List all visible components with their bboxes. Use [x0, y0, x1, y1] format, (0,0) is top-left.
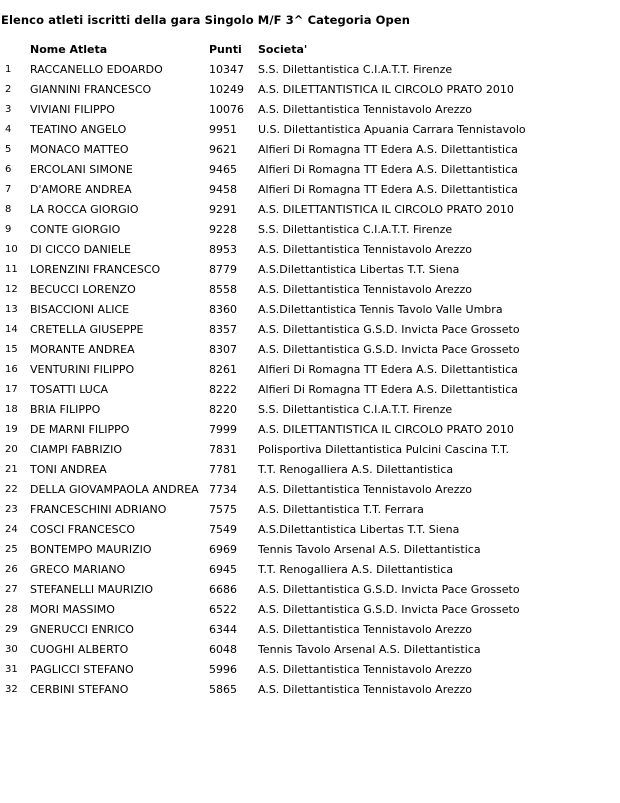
row-number: 9 — [5, 224, 12, 235]
athlete-points: 8261 — [209, 363, 237, 376]
table-row — [0, 80, 558, 100]
athlete-name: GIANNINI FRANCESCO — [30, 83, 152, 96]
athlete-society: T.T. Renogalliera A.S. Dilettantistica — [258, 463, 454, 476]
athlete-name: DE MARNI FILIPPO — [30, 423, 130, 436]
athlete-name: LORENZINI FRANCESCO — [30, 263, 161, 276]
athlete-name: BRIA FILIPPO — [30, 403, 101, 416]
table-row — [0, 300, 558, 320]
table-row — [0, 460, 558, 480]
row-number: 24 — [5, 524, 18, 535]
athlete-name: BISACCIONI ALICE — [30, 303, 130, 316]
athlete-name: DI CICCO DANIELE — [30, 243, 131, 256]
athlete-points: 9228 — [209, 223, 237, 236]
athlete-points: 6969 — [209, 543, 237, 556]
athlete-name: TOSATTI LUCA — [30, 383, 109, 396]
row-number: 25 — [5, 544, 18, 555]
table-header-row — [0, 40, 558, 60]
athlete-points: 8307 — [209, 343, 237, 356]
row-number: 26 — [5, 564, 18, 575]
athlete-name: ERCOLANI SIMONE — [30, 163, 133, 176]
row-number: 1 — [5, 64, 12, 75]
row-number: 15 — [5, 344, 18, 355]
athlete-society: Tennis Tavolo Arsenal A.S. Dilettantistica — [258, 643, 481, 656]
row-number: 28 — [5, 604, 18, 615]
athlete-society: Alfieri Di Romagna TT Edera A.S. Dilettantistica — [258, 363, 518, 376]
athlete-name: GRECO MARIANO — [30, 563, 126, 576]
athlete-society: A.S. Dilettantistica Tennistavolo Arezzo — [258, 663, 473, 676]
row-number: 3 — [5, 104, 12, 115]
athlete-points: 9291 — [209, 203, 237, 216]
athlete-name: VENTURINI FILIPPO — [30, 363, 135, 376]
table-row — [0, 600, 558, 620]
athlete-points: 8953 — [209, 243, 237, 256]
athlete-name: LA ROCCA GIORGIO — [30, 203, 139, 216]
athlete-society: A.S. Dilettantistica G.S.D. Invicta Pace Grosseto — [258, 343, 520, 356]
athlete-points: 10249 — [209, 83, 244, 96]
row-number: 5 — [5, 144, 12, 155]
athlete-name: VIVIANI FILIPPO — [30, 103, 115, 116]
table-row — [0, 640, 558, 660]
athlete-points: 5996 — [209, 663, 237, 676]
row-number: 16 — [5, 364, 18, 375]
athlete-points: 6522 — [209, 603, 237, 616]
athlete-points: 9465 — [209, 163, 237, 176]
table-row — [0, 160, 558, 180]
table-row — [0, 340, 558, 360]
athlete-name: RACCANELLO EDOARDO — [30, 63, 163, 76]
athlete-society: U.S. Dilettantistica Apuania Carrara Tennistavolo — [258, 123, 526, 136]
athlete-society: A.S. Dilettantistica T.T. Ferrara — [258, 503, 424, 516]
table-row — [0, 200, 558, 220]
athlete-society: A.S. DILETTANTISTICA IL CIRCOLO PRATO 2010 — [258, 83, 514, 96]
table-row — [0, 680, 558, 700]
header-athlete-name: Nome Atleta — [30, 43, 108, 56]
athlete-name: BECUCCI LORENZO — [30, 283, 136, 296]
table-row — [0, 360, 558, 380]
athlete-points: 8222 — [209, 383, 237, 396]
athlete-points: 9621 — [209, 143, 237, 156]
table-row — [0, 140, 558, 160]
athlete-society: A.S. Dilettantistica G.S.D. Invicta Pace Grosseto — [258, 583, 520, 596]
athlete-society: A.S. Dilettantistica Tennistavolo Arezzo — [258, 683, 473, 696]
row-number: 8 — [5, 204, 12, 215]
table-row — [0, 220, 558, 240]
row-number: 30 — [5, 644, 18, 655]
athlete-name: CONTE GIORGIO — [30, 223, 121, 236]
athlete-name: MORI MASSIMO — [30, 603, 115, 616]
athlete-points: 8779 — [209, 263, 237, 276]
athlete-society: Alfieri Di Romagna TT Edera A.S. Dilettantistica — [258, 143, 518, 156]
athlete-society: Polisportiva Dilettantistica Pulcini Cascina T.T. — [258, 443, 509, 456]
athlete-society: Alfieri Di Romagna TT Edera A.S. Dilettantistica — [258, 163, 518, 176]
header-number — [0, 40, 30, 60]
row-number: 12 — [5, 284, 18, 295]
athlete-name: PAGLICCI STEFANO — [30, 663, 134, 676]
athlete-points: 7734 — [209, 483, 237, 496]
athlete-society: A.S. Dilettantistica Tennistavolo Arezzo — [258, 243, 473, 256]
table-row — [0, 120, 558, 140]
athlete-points: 8360 — [209, 303, 237, 316]
table-row — [0, 260, 558, 280]
athlete-points: 7575 — [209, 503, 237, 516]
athlete-society: A.S. Dilettantistica G.S.D. Invicta Pace Grosseto — [258, 603, 520, 616]
athlete-name: D'AMORE ANDREA — [30, 183, 132, 196]
athlete-society: A.S.Dilettantistica Libertas T.T. Siena — [258, 263, 460, 276]
table-row — [0, 320, 558, 340]
athlete-points: 9951 — [209, 123, 237, 136]
row-number: 4 — [5, 124, 12, 135]
athlete-points: 10076 — [209, 103, 244, 116]
athlete-points: 6686 — [209, 583, 237, 596]
row-number: 20 — [5, 444, 18, 455]
table-row — [0, 100, 558, 120]
athlete-name: CUOGHI ALBERTO — [30, 643, 129, 656]
row-number: 23 — [5, 504, 18, 515]
athlete-name: COSCI FRANCESCO — [30, 523, 135, 536]
row-number: 11 — [5, 264, 18, 275]
row-number: 6 — [5, 164, 12, 175]
row-number: 18 — [5, 404, 18, 415]
row-number: 29 — [5, 624, 18, 635]
row-number: 21 — [5, 464, 18, 475]
athlete-society: Tennis Tavolo Arsenal A.S. Dilettantistica — [258, 543, 481, 556]
row-number: 10 — [5, 244, 18, 255]
athlete-society: T.T. Renogalliera A.S. Dilettantistica — [258, 563, 454, 576]
athlete-society: Alfieri Di Romagna TT Edera A.S. Dilettantistica — [258, 183, 518, 196]
row-number: 17 — [5, 384, 18, 395]
row-number: 31 — [5, 664, 18, 675]
table-row — [0, 380, 558, 400]
table-row — [0, 240, 558, 260]
row-number: 19 — [5, 424, 18, 435]
table-row — [0, 660, 558, 680]
athlete-society: A.S.Dilettantistica Tennis Tavolo Valle Umbra — [258, 303, 503, 316]
athlete-society: A.S. DILETTANTISTICA IL CIRCOLO PRATO 2010 — [258, 423, 514, 436]
athlete-points: 8558 — [209, 283, 237, 296]
athlete-name: CERBINI STEFANO — [30, 683, 129, 696]
athlete-society: A.S. Dilettantistica Tennistavolo Arezzo — [258, 283, 473, 296]
athlete-society: A.S. Dilettantistica Tennistavolo Arezzo — [258, 483, 473, 496]
athlete-points: 8357 — [209, 323, 237, 336]
table-row — [0, 540, 558, 560]
athlete-points: 6945 — [209, 563, 237, 576]
athlete-name: BONTEMPO MAURIZIO — [30, 543, 152, 556]
table-row — [0, 440, 558, 460]
athlete-points: 10347 — [209, 63, 244, 76]
athlete-name: TONI ANDREA — [30, 463, 107, 476]
athlete-points: 7831 — [209, 443, 237, 456]
table-row — [0, 400, 558, 420]
athlete-name: GNERUCCI ENRICO — [30, 623, 134, 636]
athletes-table — [0, 40, 558, 700]
athlete-points: 7549 — [209, 523, 237, 536]
row-number: 7 — [5, 184, 12, 195]
table-row — [0, 480, 558, 500]
row-number: 2 — [5, 84, 12, 95]
athlete-points: 9458 — [209, 183, 237, 196]
athlete-name: DELLA GIOVAMPAOLA ANDREA — [30, 483, 199, 496]
athlete-society: A.S. Dilettantistica Tennistavolo Arezzo — [258, 103, 473, 116]
athlete-society: Alfieri Di Romagna TT Edera A.S. Dilettantistica — [258, 383, 518, 396]
table-row — [0, 560, 558, 580]
table-row — [0, 500, 558, 520]
table-row — [0, 520, 558, 540]
athlete-name: CRETELLA GIUSEPPE — [30, 323, 144, 336]
table-row — [0, 280, 558, 300]
athlete-points: 8220 — [209, 403, 237, 416]
header-society: Societa' — [258, 43, 308, 56]
athlete-name: TEATINO ANGELO — [30, 123, 127, 136]
athlete-society: S.S. Dilettantistica C.I.A.T.T. Firenze — [258, 403, 453, 416]
row-number: 27 — [5, 584, 18, 595]
row-number: 22 — [5, 484, 18, 495]
table-row — [0, 620, 558, 640]
athlete-society: A.S. Dilettantistica G.S.D. Invicta Pace Grosseto — [258, 323, 520, 336]
athletes-table-body — [0, 60, 558, 700]
athlete-society: A.S.Dilettantistica Libertas T.T. Siena — [258, 523, 460, 536]
athlete-name: STEFANELLI MAURIZIO — [30, 583, 154, 596]
table-row — [0, 60, 558, 80]
athlete-name: MONACO MATTEO — [30, 143, 129, 156]
page-title: Elenco atleti iscritti della gara Singolo M/F 3^ Categoria Open — [1, 13, 411, 27]
athlete-points: 5865 — [209, 683, 237, 696]
row-number: 13 — [5, 304, 18, 315]
athlete-society: A.S. Dilettantistica Tennistavolo Arezzo — [258, 623, 473, 636]
table-row — [0, 180, 558, 200]
athlete-name: CIAMPI FABRIZIO — [30, 443, 123, 456]
athlete-points: 6048 — [209, 643, 237, 656]
athlete-name: MORANTE ANDREA — [30, 343, 135, 356]
row-number: 32 — [5, 684, 18, 695]
athlete-society: S.S. Dilettantistica C.I.A.T.T. Firenze — [258, 63, 453, 76]
row-number: 14 — [5, 324, 18, 335]
athlete-points: 7781 — [209, 463, 237, 476]
header-points: Punti — [209, 43, 242, 56]
athlete-points: 6344 — [209, 623, 237, 636]
table-row — [0, 580, 558, 600]
athlete-points: 7999 — [209, 423, 237, 436]
athlete-society: S.S. Dilettantistica C.I.A.T.T. Firenze — [258, 223, 453, 236]
athlete-society: A.S. DILETTANTISTICA IL CIRCOLO PRATO 2010 — [258, 203, 514, 216]
athlete-name: FRANCESCHINI ADRIANO — [30, 503, 167, 516]
table-row — [0, 420, 558, 440]
